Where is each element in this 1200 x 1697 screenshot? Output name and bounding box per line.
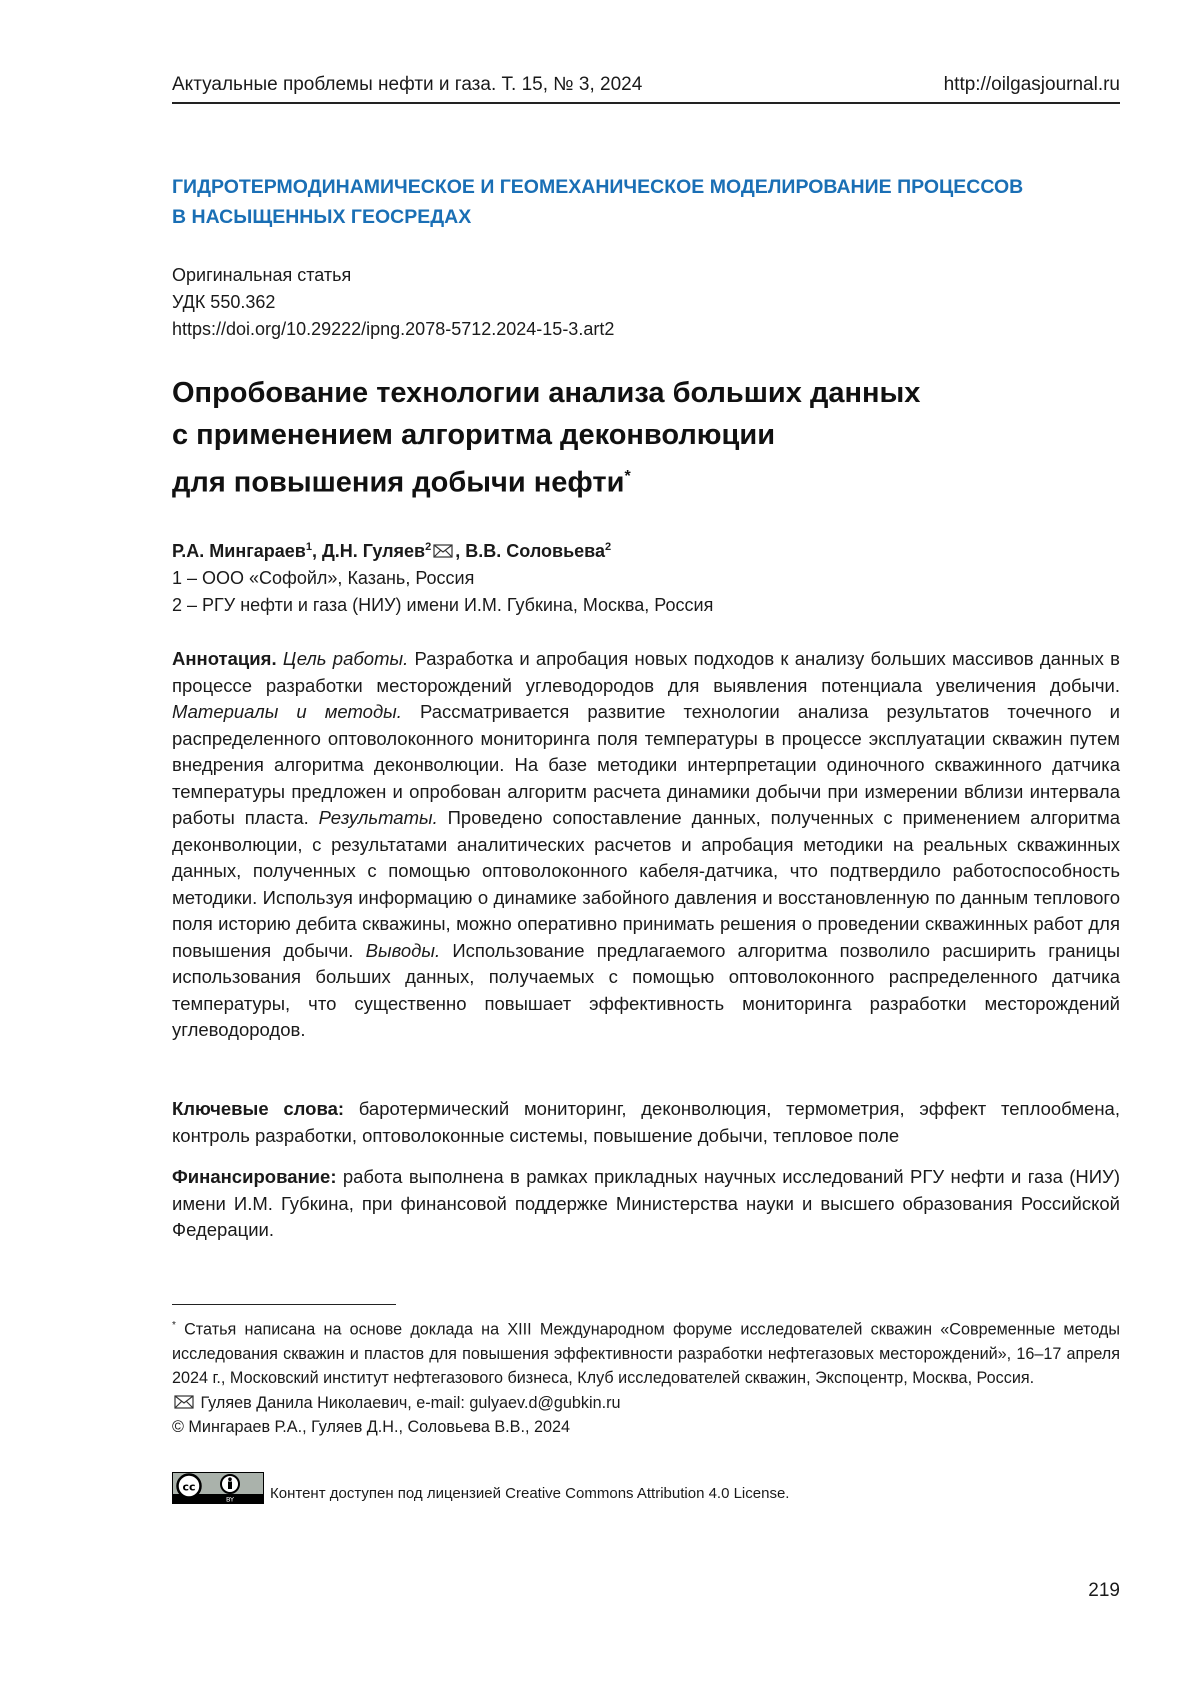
article-meta [172, 262, 1120, 343]
title-line-2: с применением алгоритма деконволюции [172, 419, 776, 451]
journal-url[interactable]: http://oilgasjournal.ru [943, 74, 1120, 95]
running-header [172, 72, 1120, 104]
title-footnote-mark: * [624, 468, 631, 485]
footnote-divider [172, 1304, 396, 1305]
svg-text:cc: cc [182, 1480, 196, 1494]
section-heading-line-1: ГИДРОТЕРМОДИНАМИЧЕСКОЕ И ГЕОМЕХАНИЧЕСКОЕ МОДЕЛИРОВАНИЕ ПРОЦЕССОВ [172, 176, 1024, 198]
footnotes [172, 1314, 1120, 1440]
results-label: Результаты. [318, 807, 438, 828]
author-separator: , [311, 541, 322, 561]
author-separator: , [455, 541, 466, 561]
author-list [172, 534, 1120, 565]
footnote-mark: * [172, 1320, 176, 1331]
keywords-text: баротермический мониторинг, деконволюция, термометрия, эффект теплообмена, контроль разработки, оптоволоконные системы, повышение добычи, тепловое поле [172, 1098, 1120, 1146]
aim-label: Цель работы. [282, 648, 409, 669]
cc-by-badge-icon[interactable] [172, 1472, 264, 1504]
badge-label: BY [225, 1495, 235, 1504]
footnote-conference-text: Статья написана на основе доклада на XIII Международном форуме исследователей скважин «Современные методы исследования скважин и пластов для повышения эффективности разработки нефтегазовых месторождений», 16–17 апреля 2024 г., Московский институт нефтегазового бизнеса, Клуб исследователей скважин, Экспоцентр, Москва, Россия. [172, 1320, 1120, 1388]
section-heading-line-2: В НАСЫЩЕННЫХ ГЕОСРЕДАХ [172, 206, 472, 228]
envelope-icon [174, 1395, 194, 1409]
author-1-affiliation-mark: 1 [305, 541, 312, 553]
article-title [172, 372, 1120, 504]
methods-text: Рассматривается развитие технологии анализа результатов точечного и распределенного оптоволоконного мониторинга поля температуры в процессе эксплуатации скважин путем внедрения алгоритма деконволюции. На базе методики интерпретации одиночного скважинного датчика температуры предложен и опробован алгоритм расчета динамики добычи при измерении вблизи интервала работы пласта. [172, 701, 1120, 828]
funding-label: Финансирование: [172, 1166, 337, 1187]
udc-code: УДК 550.362 [172, 292, 276, 312]
corresponding-author-text: Гуляев Данила Николаевич, e-mail: gulyaev.d@gubkin.ru [196, 1393, 621, 1412]
title-line-3 [172, 456, 1120, 504]
results-text: Проведено сопоставление данных, полученных с применением алгоритма деконволюции, с результатами аналитических расчетов и апробация методики на реальных скважинных данных, полученных с помощью оптоволоконного кабеля-датчика, что подтвердило работоспособность методики. Используя информацию о динамике забойного давления и восстановленную по данным теплового поля историю дебита скважины, можно оперативно принимать решения о проведении скважинных работ для повышения добычи. [172, 807, 1120, 961]
author-2-affiliation-mark: 2 [425, 541, 432, 553]
funding [172, 1164, 1120, 1244]
methods-label: Материалы и методы. [172, 701, 402, 722]
affiliation-2: 2 – РГУ нефти и газа (НИУ) имени И.М. Губкина, Москва, Россия [172, 595, 714, 615]
abstract-label: Аннотация. [172, 648, 277, 669]
footnote-conference [172, 1314, 1120, 1391]
license-block [172, 1472, 1120, 1504]
copyright-notice: © Мингараев Р.А., Гуляев Д.Н., Соловьева В.В., 2024 [172, 1418, 570, 1437]
author-1-name: Р.А. Мингараев [172, 541, 306, 561]
aim-text: Разработка и апробация новых подходов к анализу больших массивов данных в процессе разработки месторождений углеводородов для выявления потенциала увеличения добычи. [172, 648, 1121, 696]
envelope-icon[interactable] [433, 544, 453, 558]
doi-link[interactable]: https://doi.org/10.29222/ipng.2078-5712.2024-15-3.art2 [172, 319, 615, 339]
affiliation-1: 1 – ООО «Софойл», Казань, Россия [172, 568, 475, 588]
corresponding-author [172, 1391, 1120, 1416]
page-number: 219 [1088, 1580, 1120, 1601]
conclusions-label: Выводы. [365, 939, 441, 961]
keywords [172, 1096, 1120, 1149]
article-type: Оригинальная статья [172, 265, 352, 285]
author-3-affiliation-mark: 2 [605, 541, 612, 553]
funding-text: работа выполнена в рамках прикладных научных исследований РГУ нефти и газа (НИУ) имени И.М. Губкина, при финансовой поддержке Министерства науки и высшего образования Российской Федерации. [172, 1166, 1120, 1240]
abstract [172, 646, 1120, 1044]
authors-block [172, 534, 1120, 619]
author-3-name: В.В. Соловьева [465, 541, 605, 561]
author-2-name: Д.Н. Гуляев [321, 541, 426, 561]
journal-citation: Актуальные проблемы нефти и газа. Т. 15, № 3, 2024 [172, 74, 643, 95]
keywords-label: Ключевые слова: [172, 1098, 345, 1119]
section-heading [172, 172, 1120, 232]
title-line-3-text: для повышения добычи нефти [172, 466, 625, 499]
title-line-1: Опробование технологии анализа больших данных [172, 377, 921, 409]
conclusions-text: Использование предлагаемого алгоритма позволило расширить границы использования больших данных, получаемых с помощью оптоволоконного распределенного датчика температуры, что существенно повышает эффективность мониторинга разработки месторождений углеводородов. [172, 939, 1121, 1040]
license-text: Контент доступен под лицензией Creative Commons Attribution 4.0 License. [270, 1485, 790, 1502]
